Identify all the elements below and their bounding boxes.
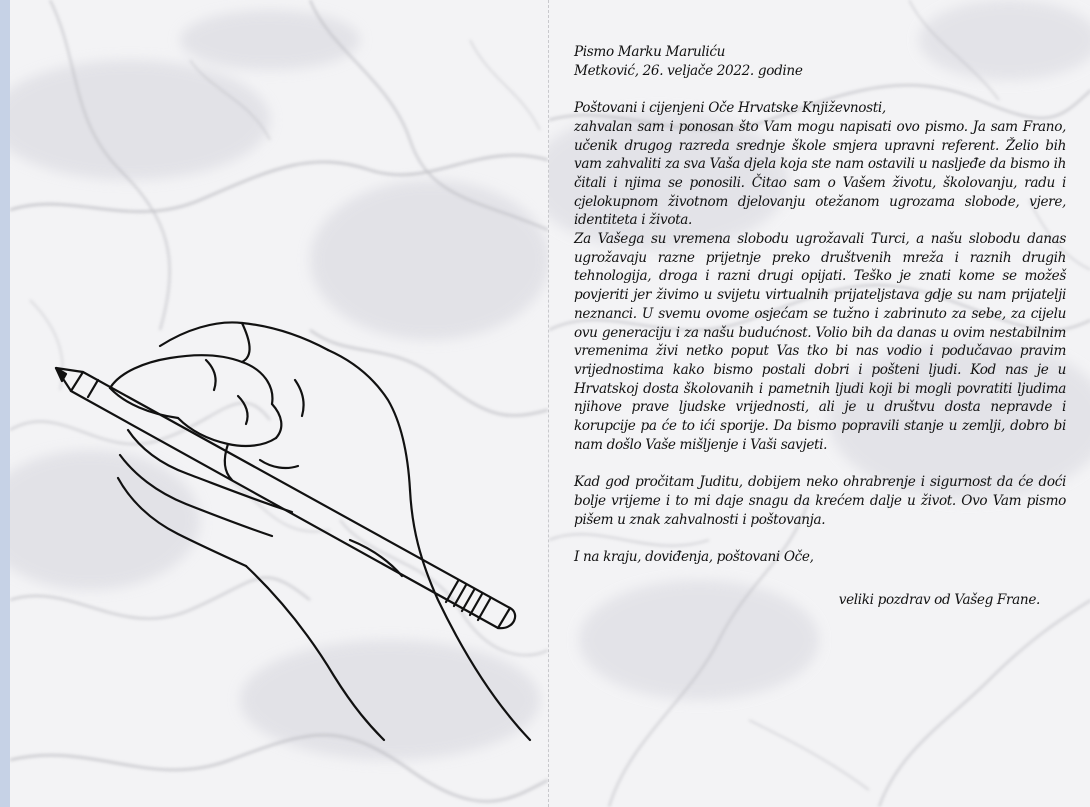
letter-paragraph: Za Vašega su vremena slobodu ugrožavali Turci, a našu slobodu danas ugrožavaju razne prijetnje preko društvenih mreža i raznih drugih tehnologija, droga i razni drugi opijati. Teško je znati kome se možeš povjeriti jer živimo u svijetu virtualnih prijateljstava gdje su nam prijatelji neznanci. U svemu ovome osjećam se tužno i zabrinuto za sebe, za cijelu ovu generaciju i za našu budućnost. Volio bih da danas u ovim nestabilnim vremenima živi netko poput Vas tko bi nas vodio i podučavao pravim vrijednostima kako bismo postali dobri i pošteni ljudi. Kod nas je u Hrvatskoj dosta školovanih i pametnih ljudi koji bi mogli povratiti ljudima njihove prave ljudske vrijednosti, ali je u društvu dosta nepravde i korupcije pa će to ići sporije. Da bismo popravili stanje u zemlji, dobro bi nam došlo Vaše mišljenje i Vaši savjeti. bbox=[574, 231, 1066, 453]
letter-signature: veliki pozdrav od Vašeg Frane. bbox=[838, 592, 1040, 609]
letter-paragraph: zahvalan sam i ponosan što Vam mogu napisati ovo pismo. Ja sam Frano, učenik drugog razreda srednje škole smjera upravni referent. Želio bih vam zahvaliti za sva Vaša djela koja ste nam ostavili u nasljeđe da bismo ih čitali i njima se ponosili. Čitao sam o Vašem životu, školovanju, radu i cjelokupnom životnom djelovanju otežanom ugrozama slobode, vjere, identiteta i života. bbox=[574, 118, 1066, 229]
letter-place-date: Metković, 26. veljače 2022. godine bbox=[574, 62, 803, 79]
left-page bbox=[10, 0, 548, 807]
letter-closing: I na kraju, doviđenja, poštovani Oče, bbox=[574, 548, 814, 565]
letter-salutation: Poštovani i cijenjeni Oče Hrvatske Književnosti, bbox=[574, 100, 886, 117]
letter-paragraph: Kad god pročitam Juditu, dobijem neko ohrabrenje i sigurnost da će doći bolje vrijeme i to mi daje snagu da krećem dalje u život. Ovo Vam pismo pišem u znak zahvalnosti i poštovanja. bbox=[574, 474, 1066, 528]
right-page bbox=[548, 0, 1090, 807]
hand-writing-with-pencil-icon bbox=[10, 0, 548, 807]
letter-title: Pismo Marku Maruliću bbox=[574, 44, 726, 60]
letter-body bbox=[574, 43, 1066, 610]
